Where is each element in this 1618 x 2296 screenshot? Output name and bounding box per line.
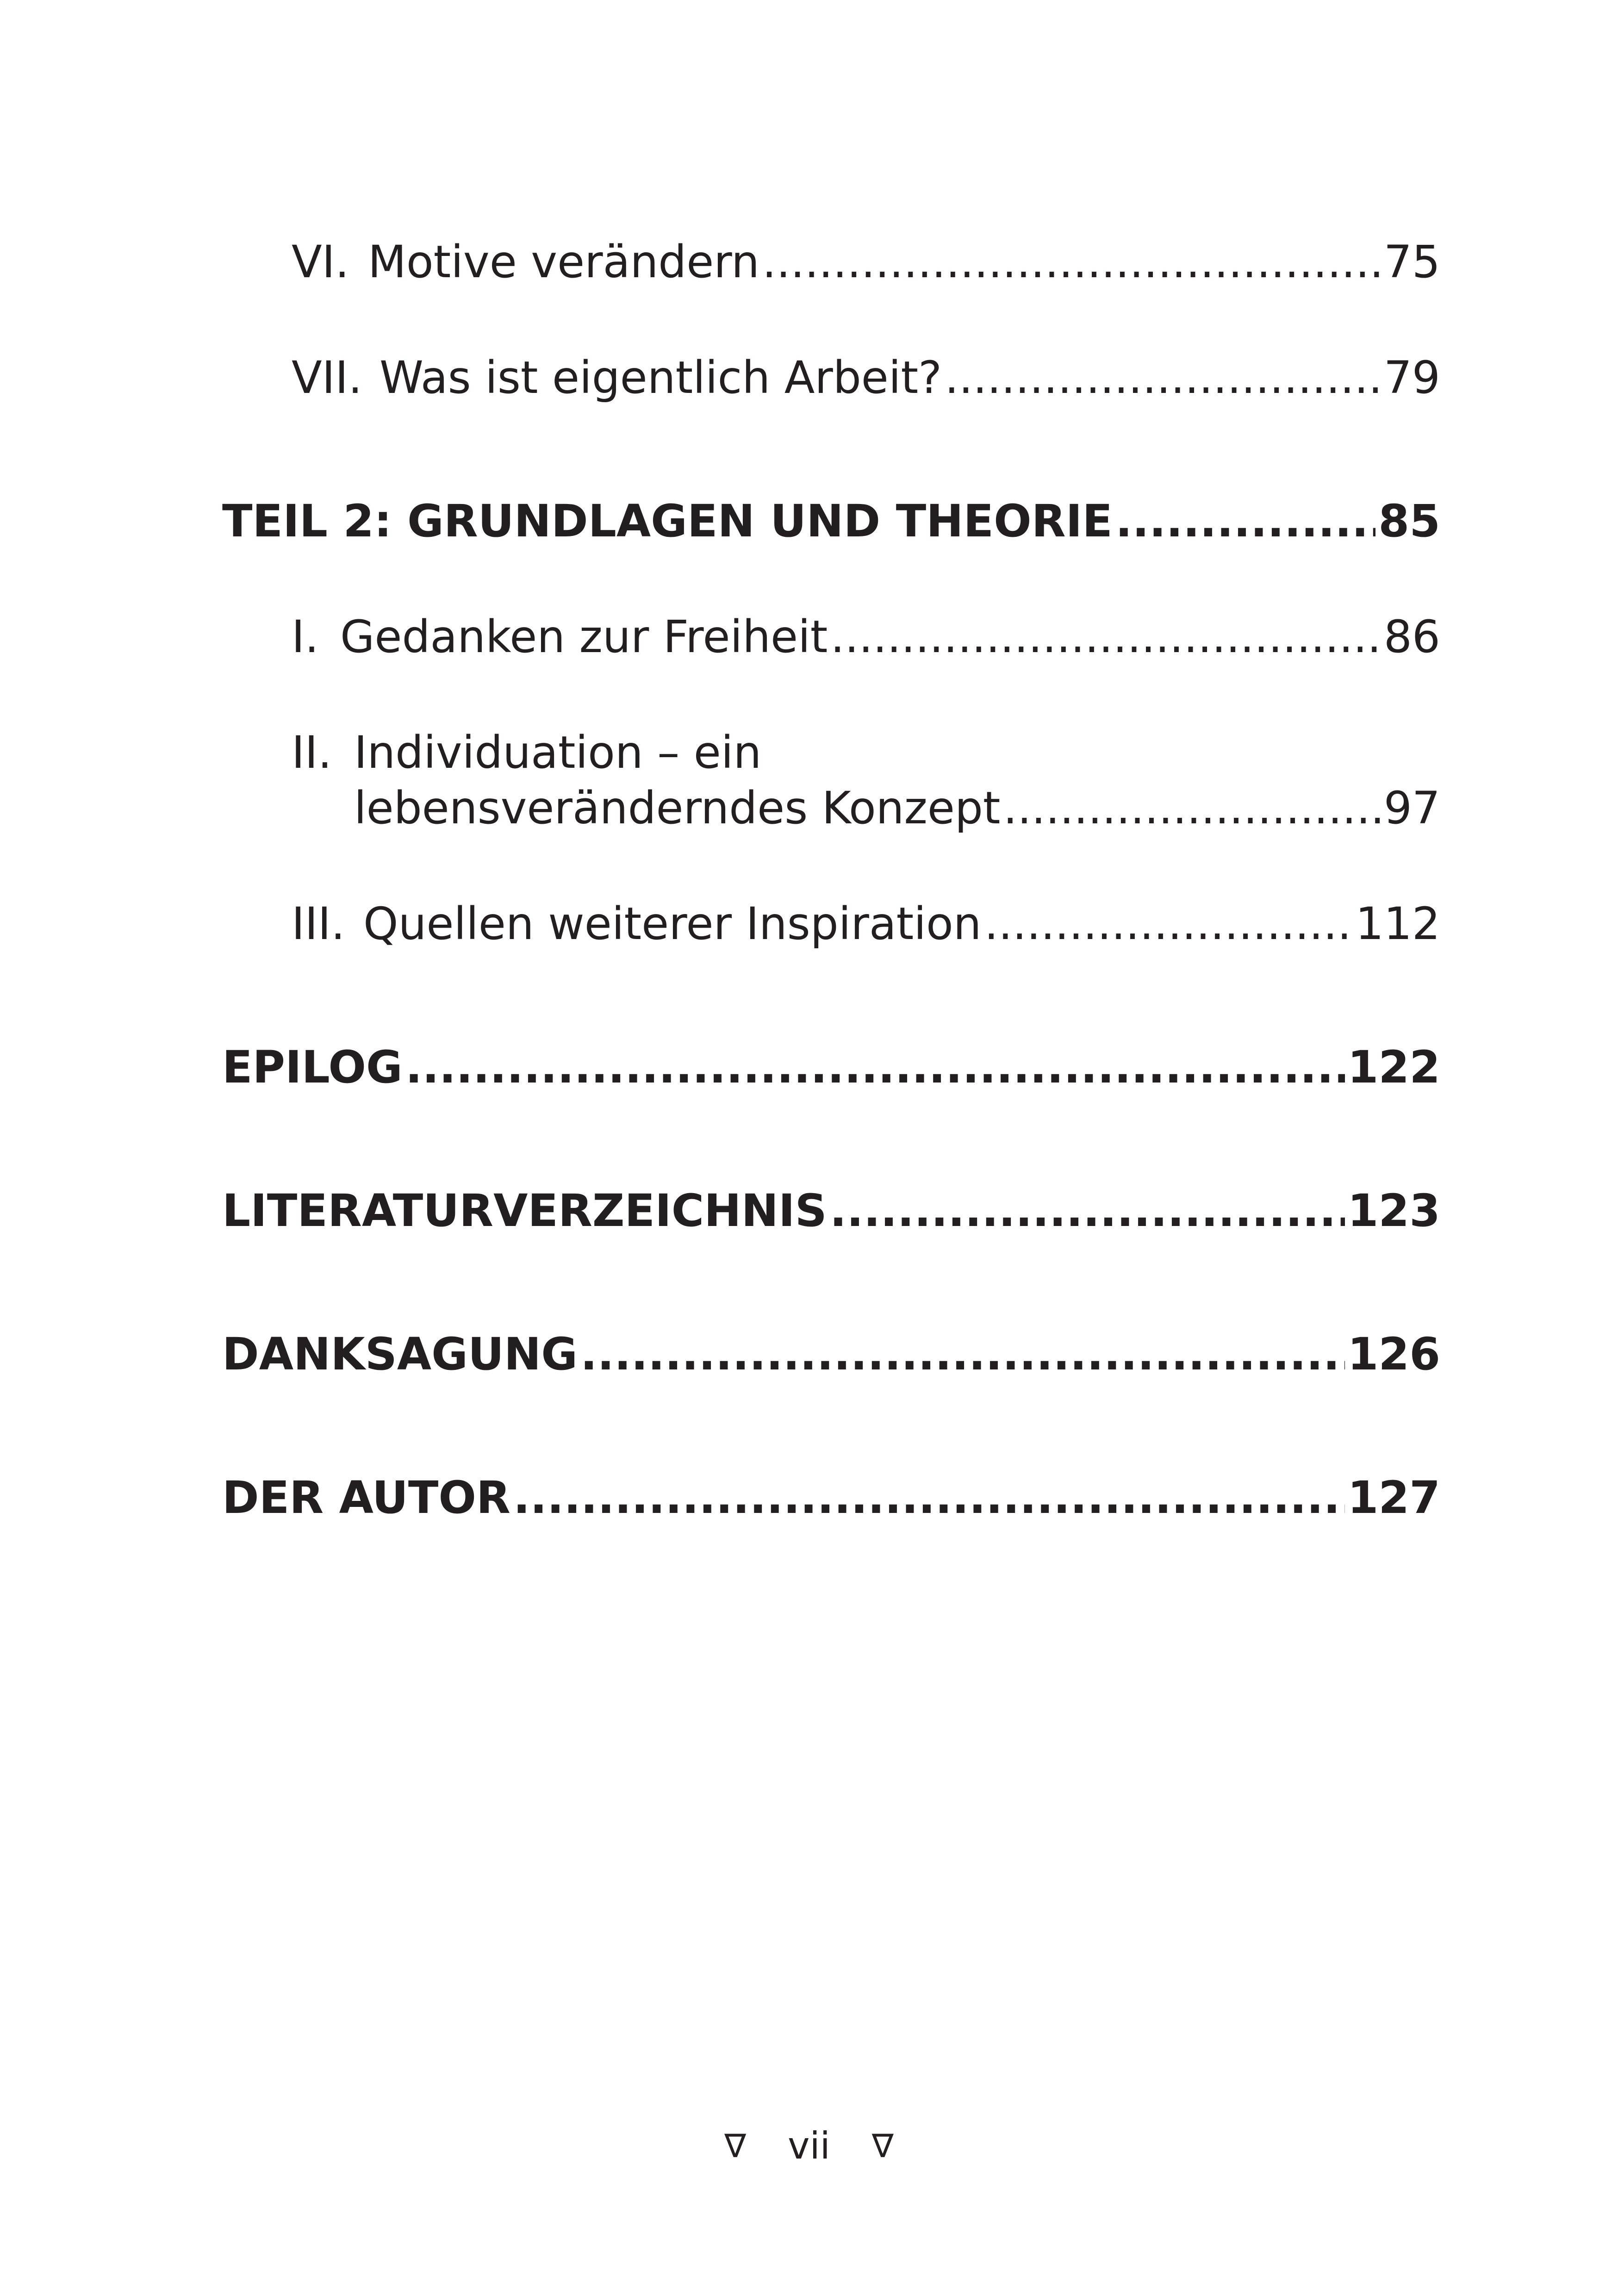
toc-entry-teil-2 [222, 495, 1440, 547]
dot-leader [405, 1041, 1345, 1093]
dot-leader [984, 898, 1353, 950]
toc-entry-was-ist-arbeit [292, 352, 1440, 404]
page-folio: vii [788, 2124, 830, 2167]
toc-title: TEIL 2: GRUNDLAGEN UND THEORIE [222, 495, 1113, 547]
toc-entry-individuation [354, 782, 1440, 834]
toc-page-number: 85 [1378, 495, 1440, 547]
toc-title: Gedanken zur Freiheit [340, 611, 828, 663]
toc-page-number: 126 [1347, 1328, 1440, 1380]
dot-leader [1115, 495, 1375, 547]
toc-page-number: 75 [1383, 236, 1440, 288]
triangle-down-icon: ∇ [871, 2127, 894, 2165]
toc-page-number: 86 [1383, 611, 1440, 663]
page-footer [0, 2124, 1618, 2167]
dot-leader [580, 1328, 1345, 1380]
dot-leader [945, 352, 1381, 404]
toc-title: DER AUTOR [222, 1472, 510, 1524]
toc-entry-literaturverzeichnis [222, 1185, 1440, 1237]
dot-leader [830, 611, 1381, 663]
toc-entry-danksagung [222, 1328, 1440, 1380]
toc-entry-der-autor [222, 1472, 1440, 1524]
toc-title-line1: Individuation – ein [354, 727, 762, 778]
toc-numeral: II. [292, 727, 332, 778]
toc-page-number: 127 [1347, 1472, 1440, 1524]
dot-leader [762, 236, 1381, 288]
toc-page-number: 79 [1383, 352, 1440, 404]
triangle-down-icon: ∇ [724, 2127, 747, 2165]
toc-entry-motive-veraendern [292, 236, 1440, 288]
toc-entry-gedanken-freiheit [292, 611, 1440, 663]
dot-leader [513, 1472, 1345, 1524]
toc-title: Motive verändern [368, 236, 759, 288]
toc-page-number: 122 [1347, 1041, 1440, 1093]
toc-title: lebensveränderndes Konzept [354, 782, 1001, 834]
dot-leader [830, 1185, 1345, 1237]
toc-numeral: III. [292, 898, 345, 950]
toc-numeral: I. [292, 611, 319, 663]
toc-entry-epilog [222, 1041, 1440, 1093]
toc-title: Quellen weiterer Inspiration [363, 898, 982, 950]
toc-entry-quellen-inspiration [292, 898, 1440, 950]
toc-page-number: 97 [1383, 782, 1440, 834]
toc-page-number: 123 [1347, 1185, 1440, 1237]
toc-page-number: 112 [1355, 898, 1440, 950]
toc-title: DANKSAGUNG [222, 1328, 578, 1380]
toc-title: EPILOG [222, 1041, 403, 1093]
dot-leader [1003, 782, 1381, 834]
toc-title: LITERATURVERZEICHNIS [222, 1185, 827, 1237]
toc-numeral: VII. [292, 352, 362, 404]
toc-entry-individuation-line1 [292, 727, 761, 778]
toc-numeral: VI. [292, 236, 349, 288]
toc-title: Was ist eigentlich Arbeit? [380, 352, 942, 404]
